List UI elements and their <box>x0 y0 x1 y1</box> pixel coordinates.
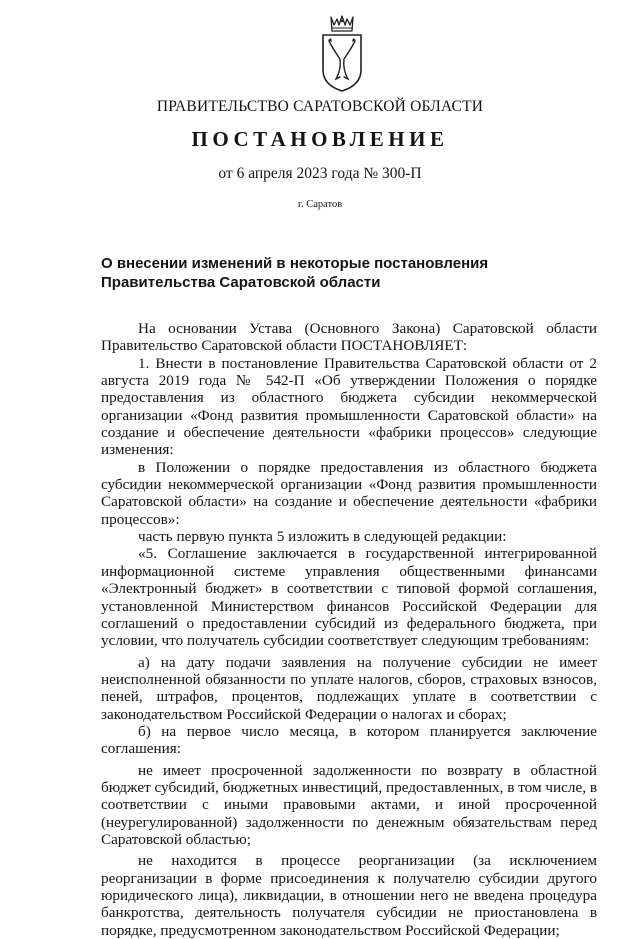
document-city: г. Саратов <box>297 199 343 210</box>
document-body <box>101 320 597 939</box>
document-date-number: от 6 апреля 2023 года № 300-П <box>218 165 422 182</box>
body-paragraph: б) на первое число месяца, в котором планируется заключение соглашения: <box>101 722 597 758</box>
body-paragraph: в Положении о порядке предоставления из областного бюджета субсидии некоммерческой организации «Фонд развития промышленности Саратовской области» на создание и обеспечение деятельности «фабрики процессов»: <box>101 458 597 528</box>
coat-of-arms-icon <box>319 15 365 93</box>
issuing-authority: ПРАВИТЕЛЬСТВО САРАТОВСКОЙ ОБЛАСТИ <box>156 98 484 115</box>
subject-line: О внесении изменений в некоторые постановления <box>101 255 489 272</box>
body-paragraph: На основании Устава (Основного Закона) Саратовской области Правительство Саратовской области ПОСТАНОВЛЯЕТ: <box>101 320 597 355</box>
document-subject <box>101 254 521 292</box>
body-paragraph: 1. Внести в постановление Правительства Саратовской области от 2 августа 2019 года № 542-П «Об утверждении Положения о порядке предоставления из областного бюджета субсидии некоммерческой организации «Фонд развития промышленности Саратовской области» на создание и обеспечение деятельности «фабрики процессов» следующие изменения: <box>101 354 597 459</box>
body-paragraph: часть первую пункта 5 изложить в следующей редакции: <box>138 528 507 546</box>
subject-line: Правительства Саратовской области <box>101 274 381 291</box>
body-paragraph: а) на дату подачи заявления на получение субсидии не имеет неисполненной обязанности по уплате налогов, сборов, страховых взносов, пеней, штрафов, процентов, подлежащих уплате в соответствии с законодательством Российской Федерации о налогах и сборах; <box>101 653 597 723</box>
body-paragraph: не имеет просроченной задолженности по возврату в областной бюджет субсидий, бюджетных инвестиций, предоставленных, в том числе, в соответствии с иными правовыми актами, и иной просроченной (неурегулированной) задолженности по денежным обязательствам перед Саратовской областью; <box>101 761 597 848</box>
body-paragraph: «5. Соглашение заключается в государственной интегрированной информационной системе управления общественными финансами «Электронный бюджет» в соответствии с типовой формой соглашения, установленной Министерством финансов Российской Федерации для соглашений о предоставлении субсидий из федерального бюджета, при условии, что получатель субсидии соответствует следующим требованиям: <box>101 545 597 650</box>
body-paragraph: не находится в процессе реорганизации (за исключением реорганизации в форме присоединения к получателю субсидии другого юридического лица), ликвидации, в отношении него не введена процедура банкротства, деятельность получателя субсидии не приостановлена в порядке, предусмотренном законодательством Российской Федерации; <box>101 852 597 939</box>
document-type-title: ПОСТАНОВЛЕНИЕ <box>191 127 449 151</box>
